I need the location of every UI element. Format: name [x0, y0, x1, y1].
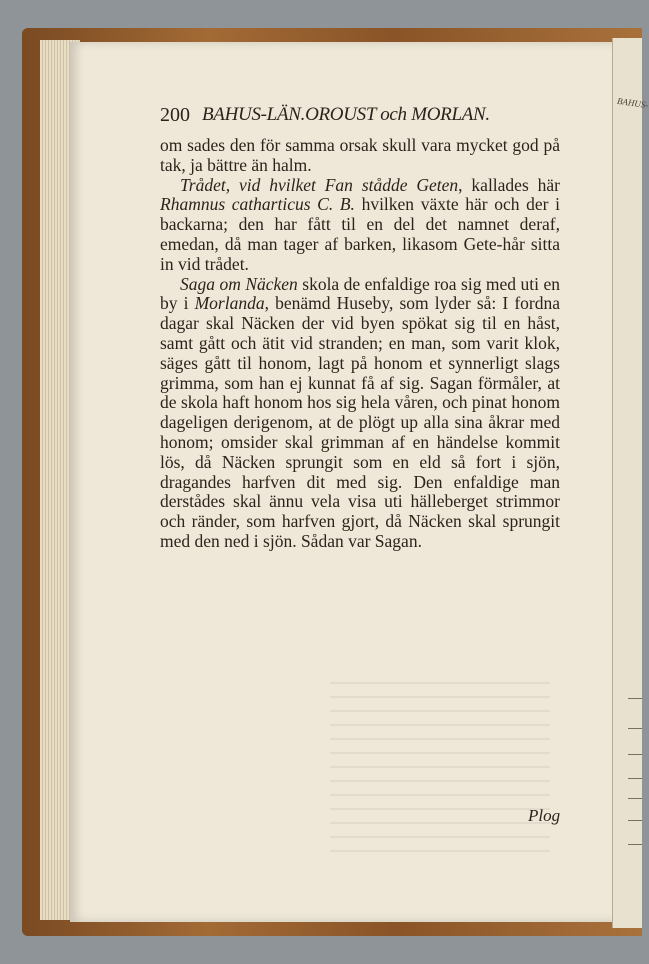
page-number: 200 — [160, 104, 190, 126]
place-name: Morlanda — [194, 293, 265, 314]
text-run: , benämd Huseby, som lyder så: I fordna dagar skal Näcken der vid byen spökat sig til en håst, samt gått och ätit vid stranden; en man, som varit klok, säges gått til honom, lagt på honom et synnerligt slags grimma, som han ej kunnat få af sig. Sagan förmåler, at de skola haft honom hos sig hela våren, och pinat honom dageligen derigenom, at de plögt up alla sina åkrar med honom; omsider skal grimman af en händelse kommit lös, då Näcken sprungit som en eld så fort i sjön, dragandes harfven dit med sig. Den enfaldige man derstådes skal ännu vela visa uti hälleberget strimmor och ränder, som harfven gjort, då Näcken skal sprungit med den ned i sjön. Sådan var Sagan. — [160, 293, 560, 551]
body-text — [160, 136, 560, 552]
facing-text-line — [628, 698, 642, 699]
italic-lead: Saga om Näcken — [180, 273, 298, 294]
running-head: BAHUS-LÄN.OROUST och MORLAN. — [202, 104, 490, 125]
bleed-through — [330, 672, 550, 852]
facing-text-line — [628, 778, 642, 779]
facing-text-line — [628, 754, 642, 755]
text-run: skola de enfaldige roa sig med uti en by i — [160, 273, 560, 314]
paragraph: om sades den för samma orsak skull vara mycket god på tak, ja bättre än halm. — [160, 135, 560, 175]
paragraph — [160, 176, 560, 275]
text-run: hvilken växte här och der i backarna; den har fått til en del det namnet deraf, emedan, då man tager af barken, likasom Gete-hår sitta in vid trådet. — [160, 194, 560, 274]
italic-lead: Trådet, vid hvilket Fan stådde Geten — [180, 174, 459, 195]
page-header — [160, 102, 560, 132]
facing-header: BAHUS- — [616, 95, 649, 111]
paragraph — [160, 275, 560, 552]
facing-text-line — [628, 820, 642, 821]
text-run: , kallades här — [458, 174, 560, 195]
facing-text-line — [628, 844, 642, 845]
facing-text-line — [628, 798, 642, 799]
facing-text-line — [628, 728, 642, 729]
catchword: Plog — [528, 806, 561, 825]
species-name: Rhamnus catharticus C. B. — [160, 194, 355, 215]
facing-page — [612, 38, 649, 928]
